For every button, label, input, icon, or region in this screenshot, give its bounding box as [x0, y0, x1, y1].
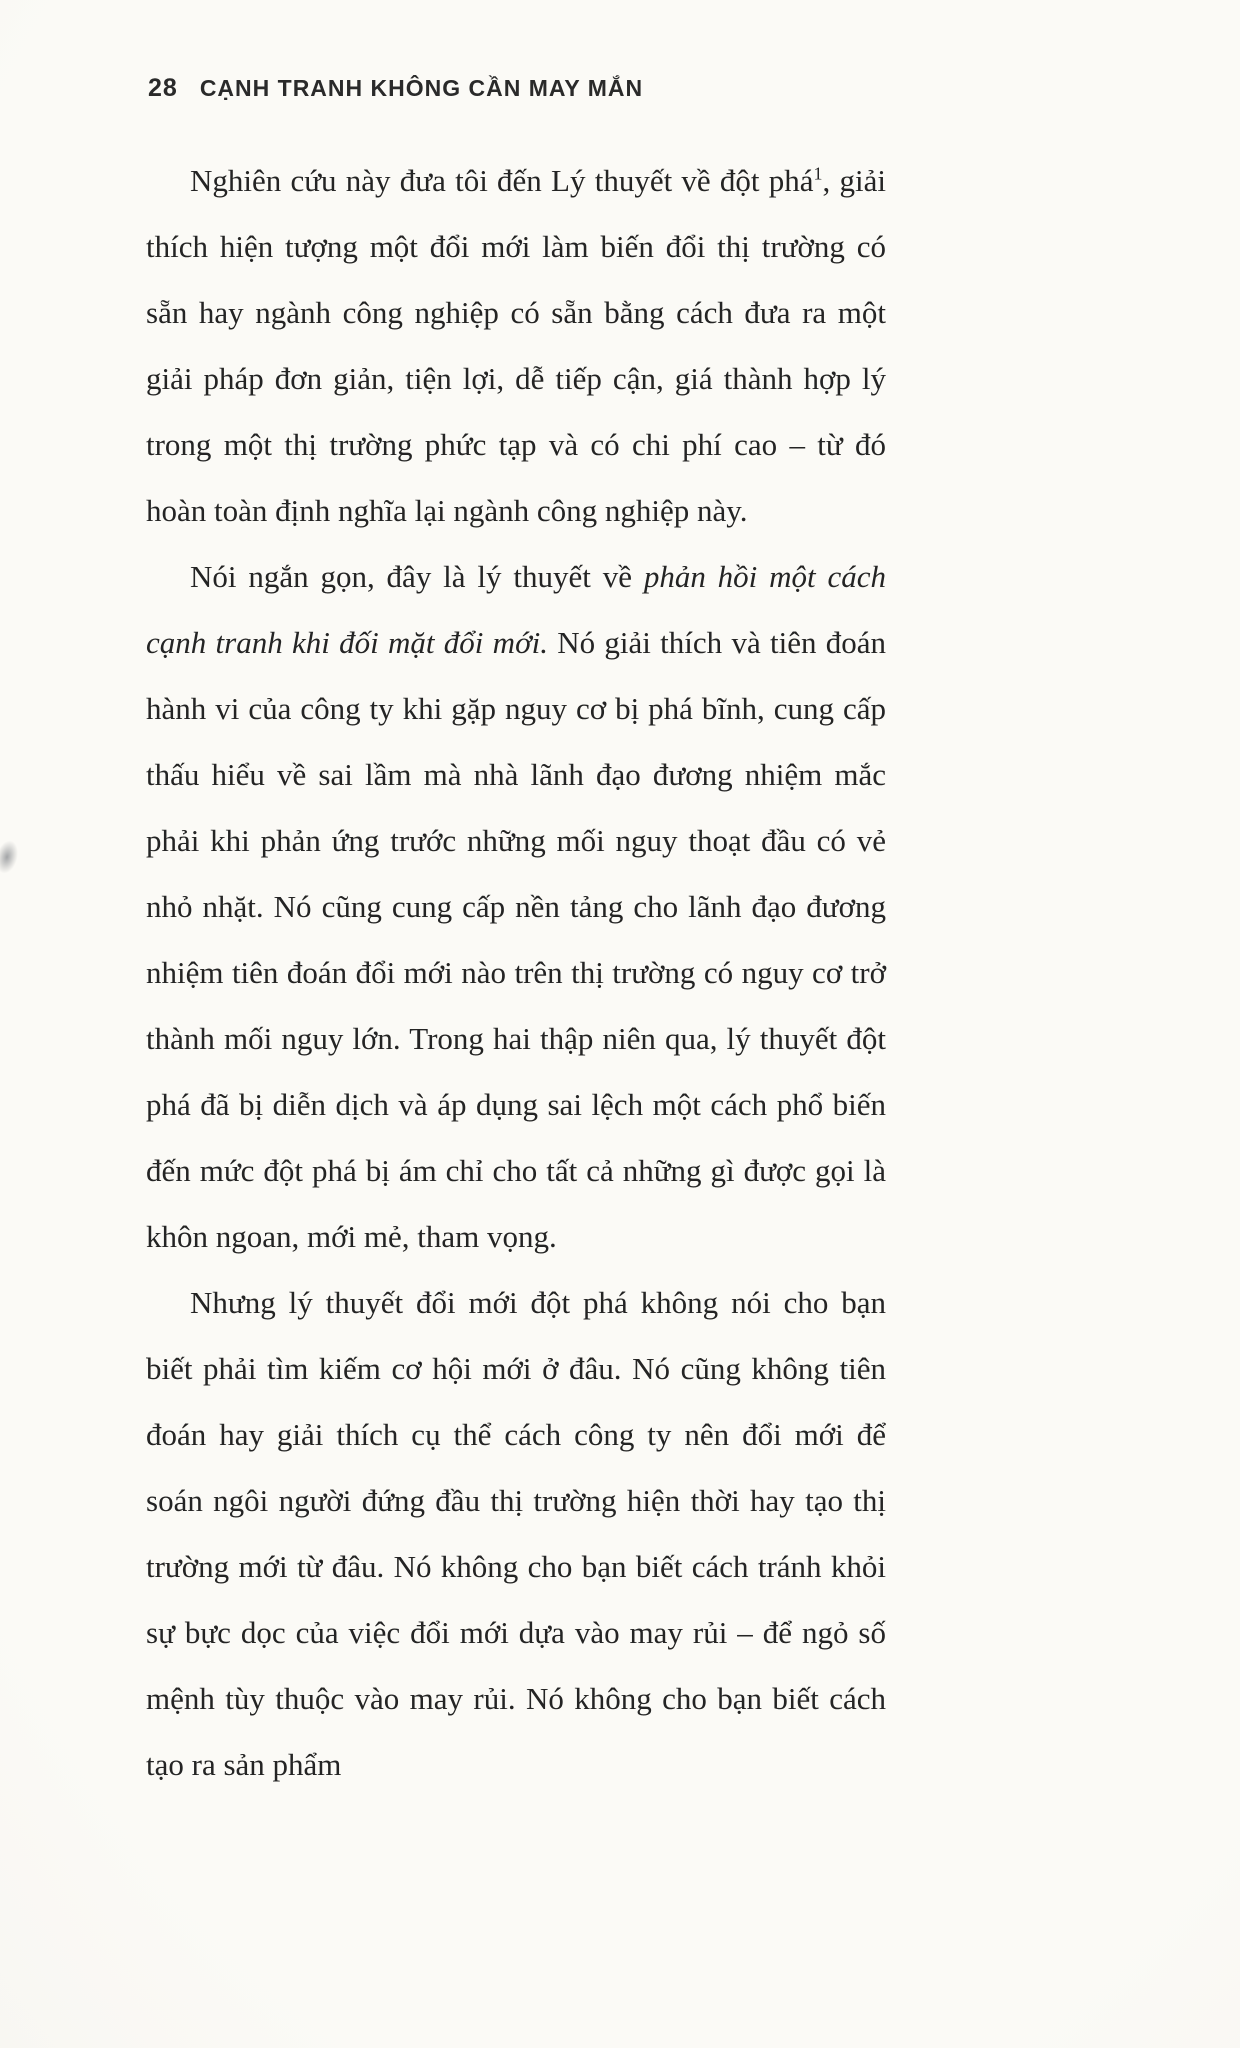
scan-artifact — [0, 833, 25, 880]
italic-text-segment: phản hồi một cách cạnh tranh khi đối mặt đổi mới. — [146, 559, 886, 660]
paragraph — [146, 1270, 886, 1798]
body-text — [146, 148, 886, 1798]
footnote-marker: 1 — [813, 163, 823, 184]
text-segment: Nói ngắn gọn, đây là lý thuyết về — [190, 559, 644, 594]
page-number: 28 — [148, 74, 178, 102]
paragraph — [146, 544, 886, 1270]
text-segment: , giải thích hiện tượng một đổi mới làm biến đổi thị trường có sẵn hay ngành công nghiệp có sẵn bằng cách đưa ra một giải pháp đơn giản, tiện lợi, dễ tiếp cận, giá thành hợp lý trong một thị trường phức tạp và có chi phí cao – từ đó hoàn toàn định nghĩa lại ngành công nghiệp này. — [146, 163, 886, 528]
text-segment: Nó giải thích và tiên đoán hành vi của công ty khi gặp nguy cơ bị phá bĩnh, cung cấp thấu hiểu về sai lầm mà nhà lãnh đạo đương nhiệm mắc phải khi phản ứng trước những mối nguy thoạt đầu có vẻ nhỏ nhặt. Nó cũng cung cấp nền tảng cho lãnh đạo đương nhiệm tiên đoán đổi mới nào trên thị trường có nguy cơ trở thành mối nguy lớn. Trong hai thập niên qua, lý thuyết đột phá đã bị diễn dịch và áp dụng sai lệch một cách phổ biến đến mức đột phá bị ám chỉ cho tất cả những gì được gọi là khôn ngoan, mới mẻ, tham vọng. — [146, 625, 886, 1254]
text-segment: Nhưng lý thuyết đổi mới đột phá không nói cho bạn biết phải tìm kiếm cơ hội mới ở đâu. Nó cũng không tiên đoán hay giải thích cụ thể cách công ty nên đổi mới để soán ngôi người đứng đầu thị trường hiện thời hay tạo thị trường mới từ đâu. Nó không cho bạn biết cách tránh khỏi sự bực dọc của việc đổi mới dựa vào may rủi – để ngỏ số mệnh tùy thuộc vào may rủi. Nó không cho bạn biết cách tạo ra sản phẩm — [146, 1285, 886, 1782]
text-segment: Nghiên cứu này đưa tôi đến Lý thuyết về đột phá — [190, 163, 814, 198]
paragraph — [146, 148, 886, 544]
running-title: CẠNH TRANH KHÔNG CẦN MAY MẮN — [199, 75, 644, 101]
page-header — [148, 74, 643, 103]
